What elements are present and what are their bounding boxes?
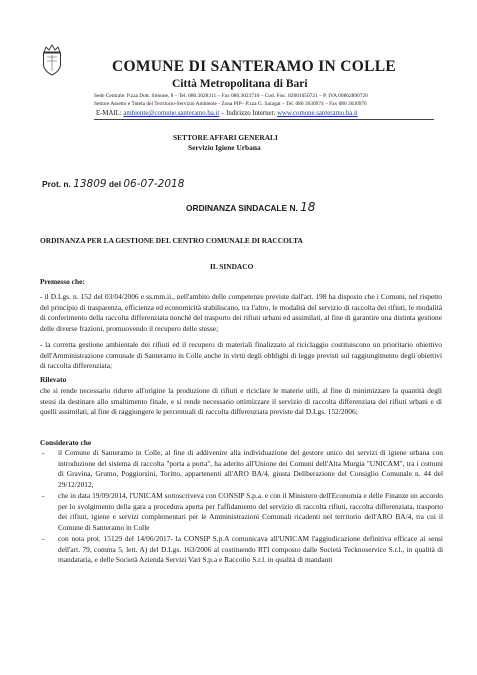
sector-name: SETTORE AFFARI GENERALI <box>173 133 278 142</box>
crowned-shield-icon <box>41 44 63 76</box>
municipality-title: COMUNE DI SANTERAMO IN COLLE <box>112 58 396 75</box>
protocol-number: 13809 <box>73 178 107 190</box>
ordinance-heading: ORDINANZA PER LA GESTIONE DEL CENTRO COMUNALE DI RACCOLTA <box>40 236 303 245</box>
list-item <box>40 448 443 490</box>
email-label: E-MAIL: <box>96 110 122 117</box>
municipality-subtitle: Città Metropolitana di Bari <box>172 78 308 90</box>
list-item <box>40 491 443 533</box>
rilevato-paragraph: che si rende necessario ridurre all'origine la produzione di rifiuti e riciclare le materie utili, al fine di minimizzare la quantità degli stessi da destinare allo smaltimento finale, e si rende necessario ottimizzare il servizio di raccolta differenziata dei rifiuti urbani e di quelli assimilati, al fine di raggiungere le percentuali di raccolta differenziata previste dal D.Lgs. 152/2006; <box>40 386 442 416</box>
premesso-label: Premesso che: <box>40 277 85 286</box>
dash-bullet: - <box>42 448 45 457</box>
email-link[interactable]: ambiente@comune.santeramo.ba.it <box>123 110 220 117</box>
considerato-list <box>40 448 443 567</box>
premesso-paragraph-2: - la corretta gestione ambientale dei rifiuti ed il recupero di materiali finalizzato al riciclaggio costituiscono un prioritario obiettivo dell'Amministrazione comunale di Santeramo in Colle anche in virtù degli obblighi di legge previsti sul raggiungimento degli obiettivi di raccolta differenziata; <box>40 340 442 370</box>
protocol-line <box>42 178 184 190</box>
list-item-text: il Comune di Santeramo in Colle, al fine di addivenire alla individuazione del gestore unico dei servizi di igiene urbana con introduzione del sistema di raccolta "porta a porta", ha aderito all'Unione dei Comuni dell'Alta Murgia "UNICAM", tra i comuni di Gravina, Grumo, Poggiorsini, Toritto, appartenenti all'ARO BA/4, giusta Deliberazione del Consiglio Comunale n. 44 del 29/12/2012, <box>58 448 443 489</box>
issuer-heading: IL SINDACO <box>210 262 254 271</box>
protocol-date: 06-07-2018 <box>123 178 185 190</box>
rilevato-label: Rilevato <box>40 375 67 384</box>
protocol-label: Prot. n. <box>42 179 71 189</box>
website-link[interactable]: www.comune.santeramo.ba.it <box>277 110 358 117</box>
list-item <box>40 534 443 566</box>
dash-bullet: - <box>42 491 45 500</box>
headquarters-address: Sede Centrale: P.zza Dott. Simone, 8 – Tel. 080.3028311 – Fax 080.3023710 – Cod. Fisc. 82001050721 – P. IVA 00862890720 <box>94 93 368 99</box>
list-item-text: con nota prot. 15129 del 14/06/2017- la CONSIP S.p.A comunicava all'UNICAM l'aggiudicazione definitiva efficace ai sensi dell'art. 79, comma 5, lett. A) del D.Lgs. 163/2006 al costituendo RTI composto dalle Società Tecknoservice S.r.l., in qualità di mandataria, e delle Società Azienda Servizi Vari S.p.a e Raccolio S.r.l. in qualità di mandanti <box>58 534 443 564</box>
ordinance-number-line <box>186 200 315 214</box>
ordinance-label: ORDINANZA SINDACALE N. <box>186 203 298 213</box>
contact-line <box>96 110 358 117</box>
department-address: Settore Assetto e Tutela del Territorio-Servizio Ambiente - Zona PIP– P.zza G. Saragat – Tel. 080 3030974 – Fax 080 3030976 <box>94 101 367 107</box>
internet-label: – Indirizzo Internet: <box>221 110 276 117</box>
service-name: Servizio Igiene Urbana <box>188 143 261 152</box>
list-item-text: che in data 19/09/2014, l'UNICAM sottoscriveva con CONSIP S.p.a. e con il Ministero dell'Economia e delle Finanze un accordo per lo svolgimento della gara a procedura aperta per l'affidamento del servizio di raccolta rifiuti, raccolta differenziata, trasporto dei rifiuti, igiene e servizi complementari per le Amministrazioni Comunali ricadenti nel territorio dell'ARO BA/4, tra cui il Comune di Santeramo in Colle <box>58 491 443 532</box>
premesso-paragraph-1: - il D.Lgs. n. 152 del 03/04/2006 e ss.mm.ii., nell'ambito delle competenze previste dall'art. 198 ha disposto che i Comuni, nel rispetto del principio di trasparenza, efficienza ed economicità stabiliscano, tra l'altro, le modalità del servizio di raccolta dei rifiuti, le modalità di conferimento della raccolta differenziata nonché del trasporto dei rifiuti urbani ed assimilati, al fine di garantire una distinta gestione delle diverse frazioni, promuovendo il recupero delle stesse; <box>40 292 442 333</box>
ordinance-number: 18 <box>300 200 316 214</box>
considerato-label: Considerato che <box>40 438 92 447</box>
dash-bullet: - <box>42 534 45 543</box>
protocol-date-label: del <box>108 179 122 189</box>
letterhead-divider <box>94 119 434 120</box>
